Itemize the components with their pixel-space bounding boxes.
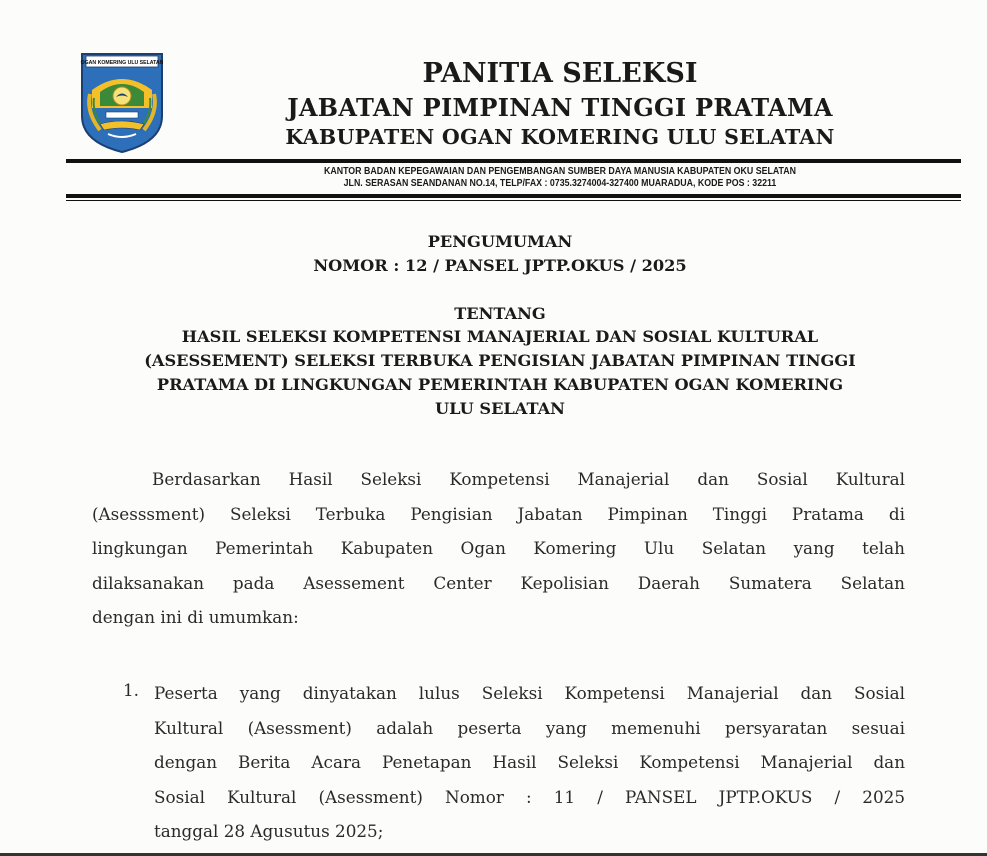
list-item-line: Peserta yang dinyatakan lulus Seleksi Kompetensi Manajerial dan Sosial [154, 683, 905, 703]
intro-line: dilaksanakan pada Asessement Center Kepolisian Daerah Sumatera Selatan [92, 572, 905, 593]
committee-title: PANITIA SELEKSI [422, 58, 698, 89]
about-label: TENTANG [454, 304, 546, 323]
position-title: JABATAN PIMPINAN TINGGI PRATAMA [287, 93, 833, 122]
office-address-line-1: KANTOR BADAN KEPEGAWAIAN DAN PENGEMBANGAN SUMBER DAYA MANUSIA KABUPATEN OKU SELATAN [323, 166, 797, 177]
list-item-line: Kultural (Asessment) adalah peserta yang memenuhi persyaratan sesuai [154, 717, 905, 738]
intro-paragraph [92, 462, 905, 635]
emblem-banner-text: OGAN KOMERING ULU SELATAN [80, 60, 164, 66]
announcement-number: NOMOR : 12 / PANSEL JPTP.OKUS / 2025 [313, 256, 687, 275]
subject-line: ULU SELATAN [435, 399, 565, 418]
intro-line: (Asesssment) Seleksi Terbuka Pengisian Jabatan Pimpinan Tinggi Pratama di [92, 503, 905, 524]
announcement-label: PENGUMUMAN [427, 232, 573, 251]
header-rule-bottom-thin [66, 200, 961, 201]
subject-line: PRATAMA DI LINGKUNGAN PEMERINTAH KABUPATEN OGAN KOMERING [156, 375, 844, 394]
intro-line: dengan ini di umumkan: [92, 607, 299, 627]
subject-line: (ASESSEMENT) SELEKSI TERBUKA PENGISIAN JABATAN PIMPINAN TINGGI [144, 351, 856, 370]
subject-line: HASIL SELEKSI KOMPETENSI MANAJERIAL DAN SOSIAL KULTURAL [181, 327, 819, 346]
regency-title: KABUPATEN OGAN KOMERING ULU SELATAN [285, 125, 835, 149]
list-item-number: 1. [123, 680, 140, 700]
list-item-line: Sosial Kultural (Asessment) Nomor : 11 / PANSEL JPTP.OKUS / 2025 [154, 786, 905, 807]
header-rule-top [66, 159, 961, 163]
header-rule-bottom [66, 194, 961, 198]
office-address-line-2: JLN. SERASAN SEANDANAN NO.14, TELP/FAX : 0735.3274004-327400 MUARADUA, KODE POS : 32211 [343, 178, 777, 189]
intro-line: Berdasarkan Hasil Seleksi Kompetensi Manajerial dan Sosial Kultural [152, 469, 905, 489]
intro-line: lingkungan Pemerintah Kabupaten Ogan Komering Ulu Selatan yang telah [92, 538, 905, 558]
regency-emblem-logo [78, 50, 166, 154]
list-item-1 [154, 676, 905, 849]
list-item-line: tanggal 28 Agusutus 2025; [154, 821, 384, 841]
list-item-line: dengan Berita Acara Penetapan Hasil Seleksi Kompetensi Manajerial dan [154, 752, 905, 772]
